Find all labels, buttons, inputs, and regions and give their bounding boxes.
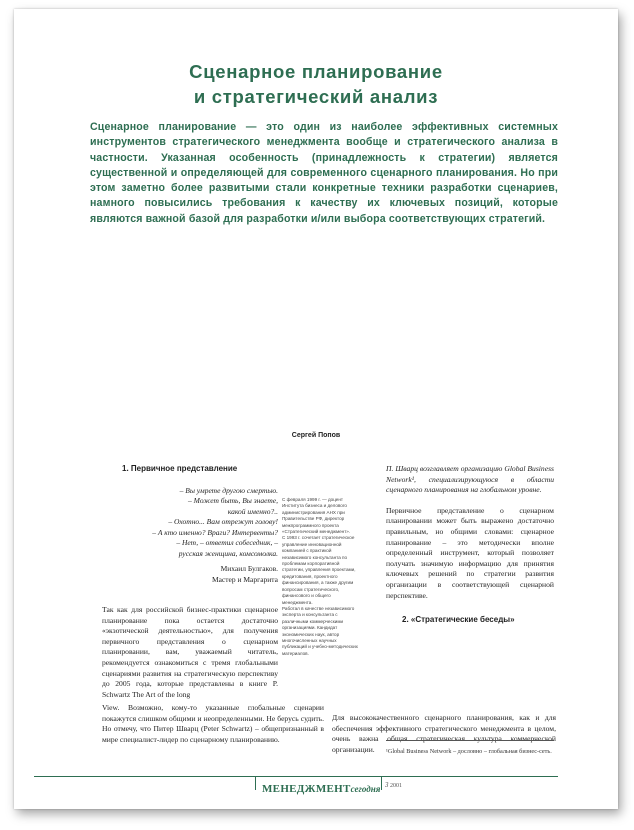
footer-divider-right: [381, 776, 382, 790]
epigraph-author: Михаил Булгаков.: [220, 564, 278, 574]
left-column: [102, 464, 278, 700]
magazine-page: [14, 9, 618, 809]
lead-paragraph: [90, 120, 558, 227]
epigraph: [102, 486, 278, 560]
footnote-divider: [386, 740, 554, 741]
bio-paragraph: Работал в качестве независимого эксперта и консультанта с различными коммерческими организациями. Кандидат экономических наук, автор многочисленных научных публикаций и учебно-методических материалов.: [282, 605, 358, 656]
lead-text: Сценарное планирование — это один из наиболее эффективных системных инструментов стратегического менеджмента вообще и стратегического анализа в частности. Указанная особенность (принадлежность к стратегии) является существенной и определяющей для современного сценарного планирования. Но при этом заметно более развитыми стали конкретные техники разработки сценариев, намного повысились требования к качеству их ключевых позиций, которые являются важной базой для разработки и/или выбора соответствующих стратегий.: [90, 121, 558, 225]
section-2-paragraph: Для высококачественного сценарного планирования, как и для обеспечения эффективного стратегического менеджмента в целом, очень важна общая стратегическая культура коммерческой организации.: [332, 713, 556, 754]
epigraph-line: какой именно?..: [227, 506, 278, 516]
title-line-1: Сценарное планирование: [189, 61, 443, 82]
epigraph-line: – Нет, – ответил собеседник, –: [176, 538, 278, 548]
footnote: ¹Global Business Network – дословно – глобальная бизнес-сеть.: [386, 748, 552, 755]
section-1-heading: 1. Первичное представление: [122, 464, 238, 473]
section-1-paragraph: Так как для российской бизнес-практики сценарное планирование пока остается достаточно «экзотической деятельностью», для получения первичного представления о сценарном планировании, вам, уважаемый читатель, рекомендуется ознакомиться с тремя глобальными сценариями развития на стратегическую перспективу до 2005 года, которые представлены в книге P. Schwartz The Art of the long: [102, 605, 278, 699]
issue-year: 2001: [390, 783, 402, 789]
epigraph-line: русская женщина, комсомолка.: [178, 548, 278, 558]
issue-number: 3: [385, 781, 389, 789]
right-column: [386, 464, 554, 637]
epigraph-line: – Вы умрете другою смертью.: [179, 485, 278, 495]
footer-rule: [34, 776, 558, 777]
issue-info: [385, 781, 402, 789]
schwartz-intro: П. Шварц возглавляет организацию Global Business Network¹, специализирующуюся в области сценарного планирования на глобальном уровне.: [386, 464, 554, 495]
epigraph-line: – Может быть, Вы знаете,: [188, 496, 278, 506]
bio-paragraph: С февраля 1999 г. — доцент Института бизнеса и делового администрирования АНХ при Правительстве РФ, директор межпрограммного проекта «Стратегический менеджмент».: [282, 497, 351, 535]
epigraph-line: – А кто именно? Враги? Интервенты?: [152, 527, 278, 537]
footer-divider-left: [255, 776, 256, 790]
article-title: [14, 59, 618, 109]
logo-main: МЕНЕДЖМЕНТ: [262, 783, 351, 795]
title-line-2: и стратегический анализ: [193, 86, 439, 107]
epigraph-source: [102, 564, 278, 585]
bio-paragraph: С 1993 г. сочетает стратегическое управление инновационной компанией с практикой независимого консультанта по проблемам корпоративной стратегии, управления проектами, кредитования, проектного финансирования, а также другим вопросам стратегического, финансового и общего менеджмента.: [282, 535, 356, 605]
section-2-heading: 2. «Стратегические беседы»: [402, 615, 515, 625]
magazine-logo: [262, 779, 380, 797]
author-name: Сергей Попов: [291, 432, 341, 439]
section-1-paragraph-continued: View. Возможно, кому-то указанные глобальные сценарии покажутся слишком общими и неопределенными. Не берусь судить. Но отмечу, что Питер Шварц (Peter Schwartz) – общепризнанный в мире специалист-лидер по сценарному планированию.: [102, 703, 324, 744]
logo-sub: сегодня: [350, 784, 381, 794]
right-paragraph: Первичное представление о сценарном планировании может быть выражено достаточно правильным, но общими словами: сценарное планирование – это методически вполне определенный инструмент, который позволяет получать значимую информацию для принятия ключевых решений по стратегии развития организации в соответствующей сценарной перспективе.: [386, 505, 554, 600]
author-bio: [282, 497, 362, 657]
epigraph-work: Мастер и Маргарита: [211, 574, 278, 584]
epigraph-line: – Охотно... Вам отрежут голову!: [168, 517, 278, 527]
